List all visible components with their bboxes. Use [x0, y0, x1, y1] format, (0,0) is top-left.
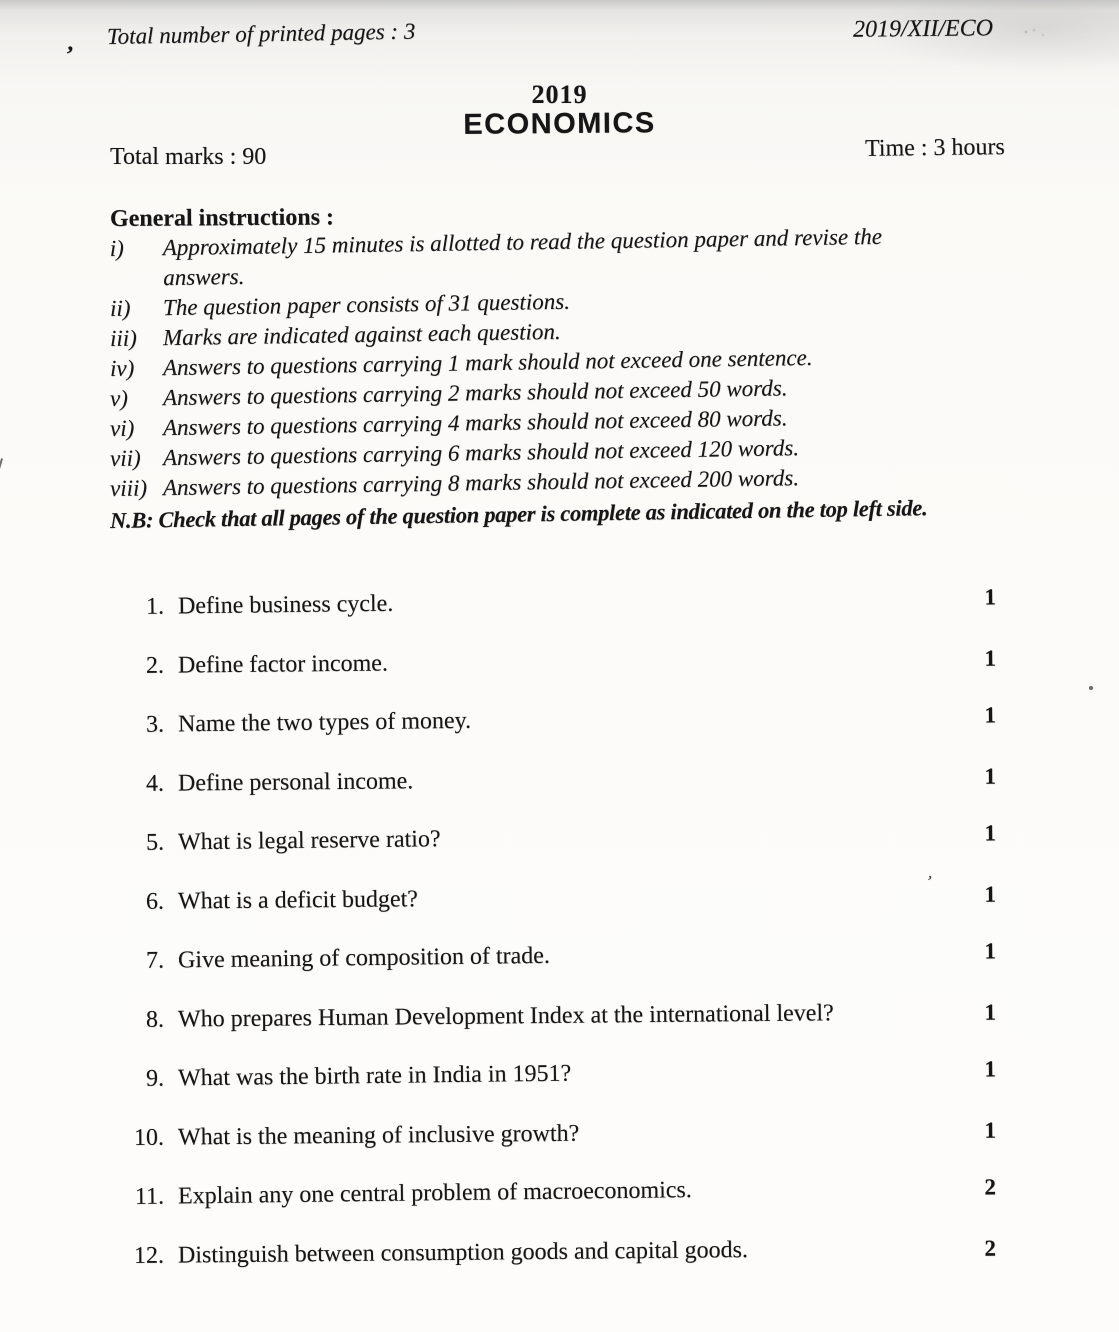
question-marks: 1 [984, 881, 997, 907]
instruction-number: iii) [109, 325, 138, 351]
marks-time-row [110, 134, 1006, 171]
instruction-number: v) [109, 385, 129, 411]
scan-artifact-dot [1089, 686, 1093, 690]
instruction-text: Marks are indicated against each question. [162, 318, 561, 351]
question-marks: 1 [984, 938, 997, 964]
question-row [128, 1054, 996, 1094]
question-row [128, 762, 996, 799]
question-text: Give meaning of composition of trade. [177, 942, 551, 974]
exam-subject: ECONOMICS [463, 107, 656, 141]
instruction-number: vii) [109, 445, 141, 471]
question-number: 4. [145, 770, 165, 797]
question-row [128, 818, 996, 858]
question-marks: 1 [984, 645, 997, 671]
question-marks: 2 [984, 1235, 997, 1261]
instruction-text: Answers to questions carrying 1 mark should not exceed one sentence. [162, 344, 813, 381]
question-marks: 1 [984, 999, 997, 1025]
scan-artifact-tick [0, 458, 3, 480]
instruction-number: vi) [109, 415, 135, 441]
question-row [128, 998, 996, 1035]
instructions-title: General instructions : [109, 204, 335, 232]
instruction-number: viii) [109, 475, 148, 501]
question-marks: 2 [984, 1174, 997, 1200]
question-text: Who prepares Human Development Index at the international level? [177, 1000, 834, 1033]
question-marks: 1 [984, 1056, 997, 1082]
question-text: Name the two types of money. [177, 707, 472, 738]
question-row [128, 936, 996, 976]
question-list [128, 584, 997, 1301]
exam-time: Time : 3 hours [865, 134, 1006, 162]
instruction-text: The question paper consists of 31 questions. [162, 288, 571, 321]
nb-note: N.B: Check that all pages of the question paper is complete as indicated on the top left side. [109, 495, 928, 533]
instruction-text: Answers to questions carrying 6 marks should not exceed 120 words. [162, 435, 800, 471]
question-number: 1. [145, 593, 165, 620]
exam-year: 2019 [531, 80, 588, 109]
question-marks: 1 [984, 702, 997, 728]
question-text: What was the birth rate in India in 1951? [177, 1060, 572, 1092]
instruction-text: Answers to questions carrying 2 marks should not exceed 50 words. [162, 375, 788, 411]
question-number: 11. [134, 1183, 165, 1210]
question-number: 8. [145, 1006, 165, 1033]
question-row [128, 644, 996, 681]
question-text: What is the meaning of inclusive growth? [177, 1120, 580, 1151]
question-row [128, 1172, 996, 1212]
question-number: 7. [145, 947, 165, 974]
pages-note: Total number of printed pages : 3 [106, 18, 416, 49]
question-marks: 1 [984, 1117, 997, 1143]
instruction-number: i) [109, 235, 125, 262]
question-marks: 1 [984, 820, 997, 846]
question-text: Explain any one central problem of macroeconomics. [177, 1177, 692, 1210]
question-number: 2. [145, 652, 165, 679]
question-text: Define factor income. [177, 650, 389, 679]
instruction-number: iv) [109, 355, 135, 381]
question-number: 9. [145, 1065, 165, 1092]
question-number: 3. [145, 711, 165, 738]
question-text: What is a deficit budget? [177, 886, 419, 915]
scan-artifact-smudge [1022, 26, 1048, 38]
question-text: Define personal income. [177, 768, 414, 797]
instruction-text: Approximately 15 minutes is allotted to read the question paper and revise the answers. [162, 223, 883, 291]
question-row [128, 1116, 996, 1153]
question-text: Define business cycle. [177, 590, 394, 620]
question-marks: 1 [984, 584, 997, 610]
question-text: What is legal reserve ratio? [177, 826, 441, 856]
question-row [128, 880, 996, 917]
total-marks: Total marks : 90 [110, 144, 267, 170]
question-number: 12. [133, 1242, 165, 1269]
question-number: 5. [145, 829, 165, 856]
instruction-text: Answers to questions carrying 8 marks should not exceed 200 words. [162, 465, 800, 501]
question-number: 10. [133, 1124, 165, 1151]
question-row [128, 1234, 996, 1271]
question-text: Distinguish between consumption goods and capital goods. [177, 1237, 749, 1269]
paper-code: 2019/XII/ECO [852, 15, 994, 43]
general-instructions [110, 204, 1020, 535]
question-number: 6. [145, 888, 165, 915]
scan-artifact-comma: , [66, 29, 76, 57]
question-row [128, 700, 996, 740]
instruction-number: ii) [109, 295, 131, 321]
scan-artifact-mark: ’ [923, 871, 935, 892]
question-row [128, 582, 996, 622]
instruction-text: Answers to questions carrying 4 marks should not exceed 80 words. [162, 405, 788, 441]
question-marks: 1 [984, 763, 997, 789]
